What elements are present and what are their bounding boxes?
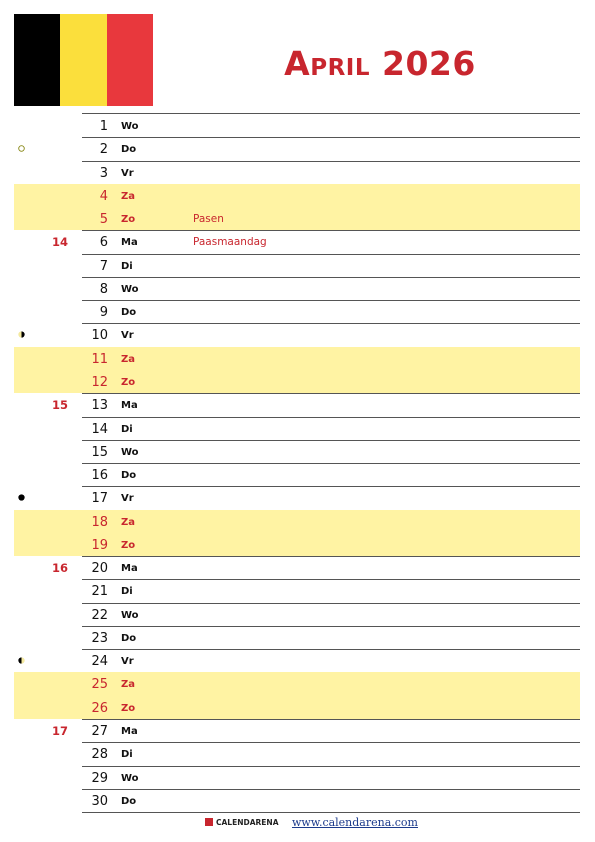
day-row: [0, 161, 595, 184]
weekday-label: Di: [121, 749, 133, 761]
holiday-label: Paasmaandag: [193, 236, 267, 249]
holiday-label: Pasen: [193, 213, 224, 226]
footer: [0, 815, 595, 833]
weekday-label: Di: [121, 586, 133, 598]
weekday-label: Za: [121, 353, 135, 365]
weekday-label: Wo: [121, 772, 139, 784]
day-row: [0, 742, 595, 765]
day-row: [0, 323, 595, 346]
weekday-label: Wo: [121, 283, 139, 295]
day-number: 14: [91, 421, 108, 437]
weekday-label: Ma: [121, 563, 138, 575]
week-number: 14: [51, 235, 68, 250]
weekday-label: Vr: [121, 656, 134, 668]
day-row: [0, 137, 595, 160]
weekday-label: Za: [121, 516, 135, 528]
day-number: 15: [91, 444, 108, 460]
flag-stripe-yellow: [60, 14, 106, 106]
flag-stripe-black: [14, 14, 60, 106]
moon-phase-first-quarter-icon: [18, 657, 25, 664]
day-number: 3: [99, 165, 108, 181]
weekday-label: Wo: [121, 446, 139, 458]
day-row: [0, 626, 595, 649]
weekday-label: Do: [121, 144, 137, 156]
weekday-label: Ma: [121, 400, 138, 412]
weekday-label: Di: [121, 260, 133, 272]
moon-phase-last-quarter-icon: [18, 331, 25, 338]
moon-phase-new-icon: [18, 494, 25, 501]
day-row: [0, 184, 595, 207]
day-row: [0, 789, 595, 812]
day-number: 16: [91, 468, 108, 484]
day-row: [0, 603, 595, 626]
day-row: [0, 393, 595, 416]
day-number: 26: [91, 700, 108, 716]
week-number: 15: [51, 398, 68, 413]
moon-phase-full-icon: [18, 145, 25, 152]
day-number: 27: [91, 724, 108, 740]
brand-logo: [205, 818, 279, 827]
weekday-label: Do: [121, 307, 137, 319]
day-number: 11: [91, 351, 108, 367]
weekday-label: Zo: [121, 539, 136, 551]
day-row: [0, 230, 595, 253]
day-row: [0, 510, 595, 533]
weekday-label: Do: [121, 795, 137, 807]
day-number: 7: [99, 258, 108, 274]
row-divider: [82, 812, 580, 813]
day-number: 6: [99, 235, 108, 251]
day-row: [0, 556, 595, 579]
day-row: [0, 533, 595, 556]
day-number: 30: [91, 793, 108, 809]
day-number: 20: [91, 561, 108, 577]
day-row: [0, 114, 595, 137]
belgian-flag: [14, 14, 153, 106]
day-number: 5: [99, 212, 108, 228]
weekday-label: Ma: [121, 726, 138, 738]
day-number: 12: [91, 374, 108, 390]
day-number: 2: [99, 142, 108, 158]
weekday-label: Do: [121, 632, 137, 644]
day-row: [0, 766, 595, 789]
weekday-label: Vr: [121, 493, 134, 505]
day-row: [0, 207, 595, 230]
weekday-label: Vr: [121, 330, 134, 342]
day-number: 19: [91, 537, 108, 553]
weekday-label: Vr: [121, 167, 134, 179]
flag-stripe-red: [107, 14, 153, 106]
day-number: 28: [91, 747, 108, 763]
day-row: [0, 672, 595, 695]
day-number: 24: [91, 654, 108, 670]
day-number: 10: [91, 328, 108, 344]
calendar-icon: [205, 818, 213, 826]
week-number: 16: [51, 561, 68, 576]
day-row: [0, 254, 595, 277]
day-row: [0, 579, 595, 602]
weekday-label: Zo: [121, 376, 136, 388]
week-number: 17: [51, 724, 68, 739]
day-number: 9: [99, 305, 108, 321]
website-link[interactable]: www.calendarena.com: [292, 816, 418, 829]
weekday-label: Za: [121, 679, 135, 691]
day-number: 4: [99, 188, 108, 204]
day-number: 17: [91, 491, 108, 507]
day-row: [0, 440, 595, 463]
weekday-label: Do: [121, 470, 137, 482]
weekday-label: Di: [121, 423, 133, 435]
day-number: 18: [91, 514, 108, 530]
day-number: 1: [99, 119, 108, 134]
day-row: [0, 696, 595, 719]
weekday-label: Zo: [121, 214, 136, 226]
weekday-label: Wo: [121, 609, 139, 621]
weekday-label: Za: [121, 190, 135, 202]
day-row: [0, 300, 595, 323]
day-number: 22: [91, 607, 108, 623]
day-row: [0, 417, 595, 440]
day-number: 23: [91, 630, 108, 646]
weekday-label: Wo: [121, 121, 139, 132]
day-row: [0, 277, 595, 300]
weekday-label: Zo: [121, 702, 136, 714]
day-number: 21: [91, 584, 108, 600]
day-row: [0, 347, 595, 370]
day-number: 8: [99, 281, 108, 297]
brand-name: CALENDARENA: [216, 818, 279, 827]
day-row: [0, 370, 595, 393]
day-number: 29: [91, 770, 108, 786]
day-row: [0, 463, 595, 486]
day-row: [0, 649, 595, 672]
weekday-label: Ma: [121, 237, 138, 249]
day-row: [0, 719, 595, 742]
day-number: 13: [91, 398, 108, 414]
day-number: 25: [91, 677, 108, 693]
page-title: April 2026: [284, 44, 476, 83]
day-row: [0, 486, 595, 509]
